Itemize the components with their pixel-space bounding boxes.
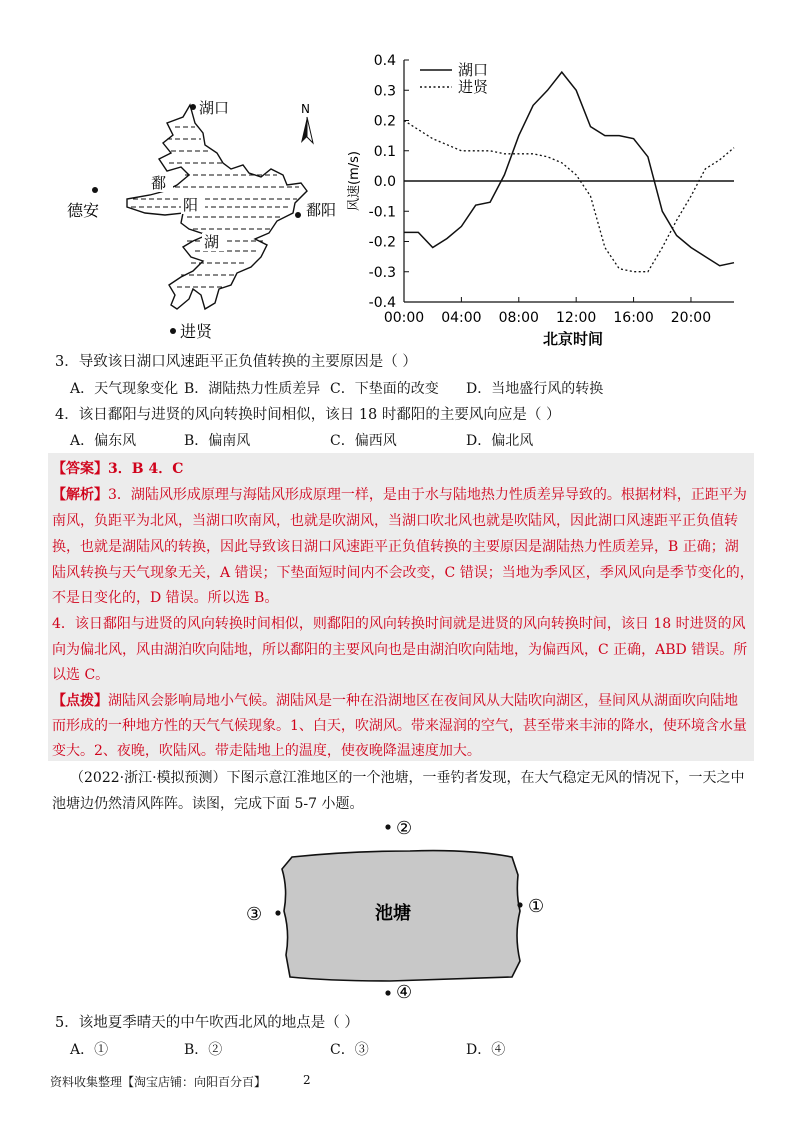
label-hukou: 湖口 xyxy=(199,99,230,117)
x-tick-label: 20:00 xyxy=(670,310,712,326)
x-tick-label: 16:00 xyxy=(613,310,654,326)
label-poyang: 鄱阳 xyxy=(306,201,337,219)
hukou-dot xyxy=(190,104,196,110)
north-arrow-icon xyxy=(301,102,313,143)
svg-text:N: N xyxy=(301,102,310,116)
q3-option-c: C．下垫面的改变 xyxy=(330,381,439,397)
label-jinxian: 进贤 xyxy=(180,322,213,341)
answer-line: 【答案】3．B 4．C xyxy=(52,461,184,477)
point-3: ③ xyxy=(246,904,263,925)
analysis-line-6: 4．该日鄱阳与进贤的风向转换时间相似，则鄱阳的风向转换时间就是进贤的风向转换时间，该日 18 时进贤的风 xyxy=(52,616,746,632)
pond-diagram xyxy=(230,815,570,1005)
poyang-dot xyxy=(295,212,301,218)
q3-option-b: B．湖陆热力性质差异 xyxy=(184,381,321,397)
analysis-line-8: 以选 C。 xyxy=(52,667,110,683)
y-tick-label: -0.1 xyxy=(368,204,396,221)
x-tick-label: 08:00 xyxy=(498,310,539,326)
jinxian-dot xyxy=(170,328,176,334)
intro-line-2: 池塘边仍然清风阵阵。读图，完成下面 5-7 小题。 xyxy=(52,796,364,812)
pond-label: 池塘 xyxy=(375,903,411,924)
lake-char-2: 阳 xyxy=(183,196,199,214)
q5-option-c: C．③ xyxy=(330,1042,369,1058)
tip-line-3: 变大。2、夜晚，吹陆风。带走陆地上的温度，使夜晚降温速度加大。 xyxy=(52,743,481,759)
y-tick-label: 0.4 xyxy=(373,53,396,69)
y-tick-label: 0.0 xyxy=(373,174,396,190)
footer-source: 资料收集整理【淘宝店铺：向阳百分百】 xyxy=(50,1075,267,1089)
q4-option-c: C．偏西风 xyxy=(330,433,397,449)
analysis-line-4: 陆风转换与天气现象无关，A 错误；下垫面短时间内不会改变，C 错误；当地为季风区，季风风向是季节变化的， xyxy=(52,565,754,581)
y-tick-label: 0.1 xyxy=(373,143,396,160)
legend-label: 进贤 xyxy=(458,78,489,96)
x-axis-title: 北京时间 xyxy=(542,330,604,348)
label-dean: 德安 xyxy=(67,201,100,220)
y-tick-label: 0.3 xyxy=(373,83,396,100)
q4-option-b: B．偏南风 xyxy=(184,433,251,449)
point-4: ④ xyxy=(396,982,413,1003)
y-tick-label: 0.2 xyxy=(373,113,396,130)
analysis-line-3: 换，也就是湖陆风的转换，因此导致该日湖口风速距平正负值转换的主要原因是湖陆热力性质差异，B 正确；湖 xyxy=(52,539,739,555)
y-axis-title: 风速(m/s) xyxy=(347,151,362,211)
page-number: 2 xyxy=(303,1073,311,1087)
q3-option-d: D．当地盛行风的转换 xyxy=(466,381,604,397)
q4-option-a: A．偏东风 xyxy=(70,433,137,449)
point-2: ② xyxy=(396,818,413,839)
lake-char-3: 湖 xyxy=(204,233,220,251)
q4-option-d: D．偏北风 xyxy=(466,433,534,449)
dean-dot xyxy=(92,187,98,193)
tip-line-1: 【点拨】湖陆风会影响局地小气候。湖陆风是一种在沿湖地区在夜间风从大陆吹向湖区，昼间风从湖面吹向陆地 xyxy=(52,693,738,709)
point-1: ① xyxy=(528,896,545,917)
poyang-lake-map xyxy=(55,95,365,345)
x-tick-label: 00:00 xyxy=(383,310,425,326)
y-tick-label: -0.3 xyxy=(368,264,396,281)
q5-stem: 5．该地夏季晴天的中午吹西北风的地点是（ ） xyxy=(55,1015,359,1031)
q5-option-a: A．① xyxy=(70,1042,109,1058)
legend-label: 湖口 xyxy=(458,61,489,79)
analysis-line-7: 向为偏北风，风由湖泊吹向陆地，所以鄱阳的主要风向也是由湖泊吹向陆地，为偏西风，C 正确，ABD 错误。所 xyxy=(52,642,748,658)
q5-option-d: D．④ xyxy=(466,1042,506,1058)
tip-line-2: 而形成的一种地方性的天气气候现象。1、白天，吹湖风。带来湿润的空气，甚至带来丰沛的降水，使环境含水量 xyxy=(52,718,747,734)
q3-option-a: A．天气现象变化 xyxy=(70,381,179,397)
analysis-line-5: 不是日变化的，D 错误。所以选 B。 xyxy=(52,590,279,606)
y-tick-label: -0.2 xyxy=(368,234,396,251)
q4-stem: 4．该日鄱阳与进贤的风向转换时间相似，该日 18 时鄱阳的主要风向应是（ ） xyxy=(55,407,561,423)
q5-option-b: B．② xyxy=(184,1042,223,1058)
analysis-line-2: 南风，负距平为北风，当湖口吹南风，也就是吹湖风，当湖口吹北风也就是吹陆风，因此湖口风速距平正负值转 xyxy=(52,513,738,529)
wind-speed-chart xyxy=(340,40,760,350)
q3-stem: 3．导致该日湖口风速距平正负值转换的主要原因是（ ） xyxy=(55,354,417,370)
series-line-jinxian xyxy=(404,121,734,272)
y-tick-label: -0.4 xyxy=(368,295,396,311)
x-tick-label: 04:00 xyxy=(441,310,482,326)
x-tick-label: 12:00 xyxy=(555,310,597,326)
lake-char-1: 鄱 xyxy=(151,174,167,192)
intro-line-1: （2022·浙江·模拟预测）下图示意江淮地区的一个池塘，一垂钓者发现，在大气稳定无风的情况下，一天之中 xyxy=(70,770,745,786)
analysis-line-1: 【解析】3．湖陆风形成原理与海陆风形成原理一样，是由于水与陆地热力性质差异导致的。根据材料，正距平为 xyxy=(52,487,747,503)
